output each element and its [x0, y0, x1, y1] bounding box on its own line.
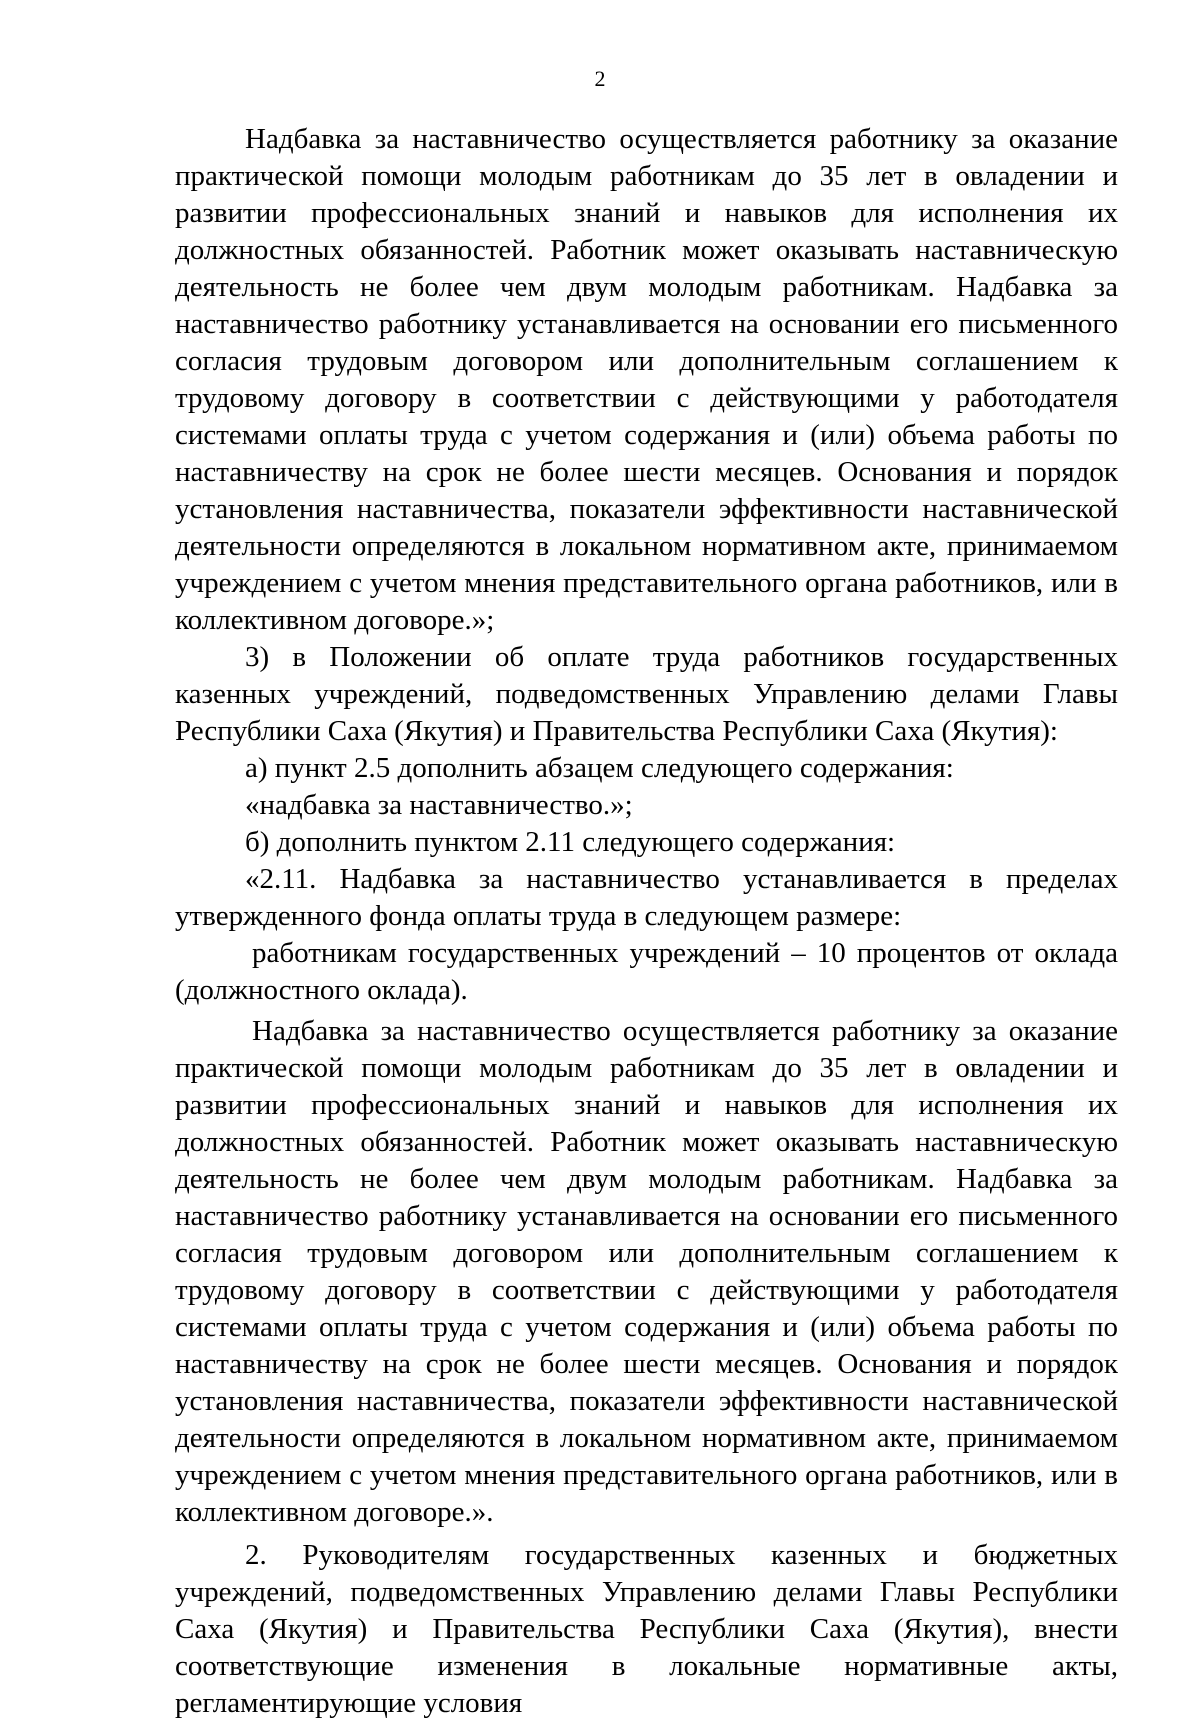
paragraph-item-3: 3) в Положении об оплате труда работников государственных казенных учреждений, подведомственных Управлению делами Главы Республики Саха (Якутия) и Правительства Республики Саха (Якутия):	[175, 641, 1118, 747]
paragraph-subitem-b: б) дополнить пунктом 2.11 следующего содержания:	[245, 826, 896, 858]
paragraph-item-2-directors: 2. Руководителям государственных казенных и бюджетных учреждений, подведомственных Управлению делами Главы Республики Саха (Якутия) и Правительства Республики Саха (Якутия), внести соответствующие изменения в локальные нормативные акты, регламентирующие условия	[175, 1539, 1118, 1719]
page-number: 2	[594, 66, 606, 91]
document-body	[175, 121, 1118, 1722]
paragraph-mentorship-allowance-1: Надбавка за наставничество осуществляется работнику за оказание практической помощи молодым работникам до 35 лет в овладении и развитии профессиональных знаний и навыков для исполнения их должностных обязанностей. Работник может оказывать наставническую деятельность не более чем двум молодым работникам. Надбавка за наставничество работнику устанавливается на основании его письменного согласия трудовым договором или дополнительным соглашением к трудовому договору в соответствии с действующими у работодателя системами оплаты труда с учетом содержания и (или) объема работы по наставничеству на срок не более шести месяцев. Основания и порядок установления наставничества, показатели эффективности наставнической деятельности определяются в локальном нормативном акте, принимаемом учреждением с учетом мнения представительного органа работников, или в коллективном договоре.»;	[175, 123, 1118, 636]
paragraph-clause-2-11: «2.11. Надбавка за наставничество устанавливается в пределах утвержденного фонда оплаты труда в следующем размере:	[175, 863, 1118, 932]
paragraph-rate: работникам государственных учреждений – 10 процентов от оклада (должностного оклада).	[175, 937, 1118, 1006]
paragraph-mentorship-allowance-2: Надбавка за наставничество осуществляется работнику за оказание практической помощи молодым работникам до 35 лет в овладении и развитии профессиональных знаний и навыков для исполнения их должностных обязанностей. Работник может оказывать наставническую деятельность не более чем двум молодым работникам. Надбавка за наставничество работнику устанавливается на основании его письменного согласия трудовым договором или дополнительным соглашением к трудовому договору в соответствии с действующими у работодателя системами оплаты труда с учетом содержания и (или) объема работы по наставничеству на срок не более шести месяцев. Основания и порядок установления наставничества, показатели эффективности наставнической деятельности определяются в локальном нормативном акте, принимаемом учреждением с учетом мнения представительного органа работников, или в коллективном договоре.».	[175, 1015, 1118, 1528]
paragraph-subitem-a: а) пункт 2.5 дополнить абзацем следующего содержания:	[245, 752, 954, 784]
paragraph-quote-allowance: «надбавка за наставничество.»;	[245, 789, 633, 821]
